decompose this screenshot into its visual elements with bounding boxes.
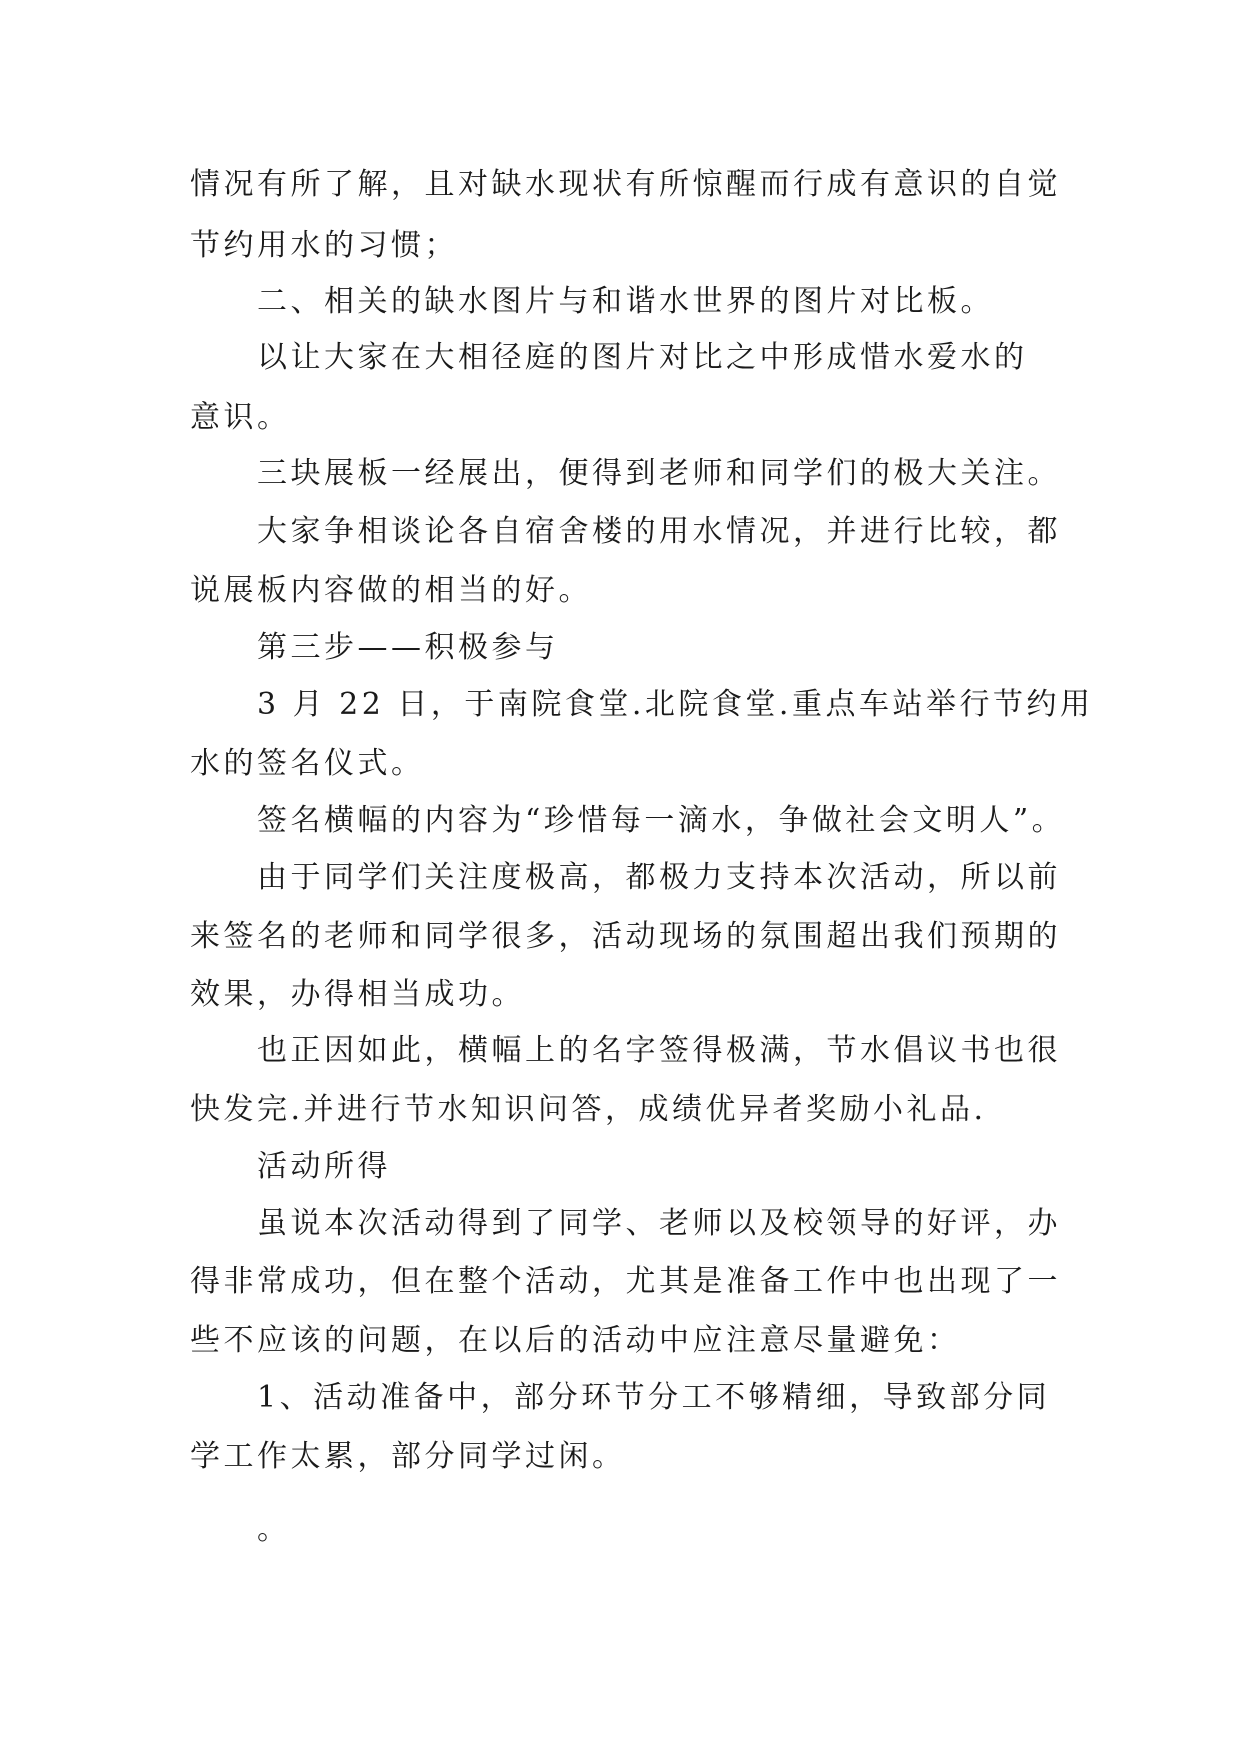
text-line: 三块展板一经展出，便得到老师和同学们的极大关注。 bbox=[257, 456, 1061, 491]
text-line: 以让大家在大相径庭的图片对比之中形成惜水爱水的 bbox=[257, 340, 1028, 375]
text-line: 由于同学们关注度极高，都极力支持本次活动，所以前 bbox=[257, 860, 1061, 895]
text-line: 得非常成功，但在整个活动，尤其是准备工作中也出现了一 bbox=[190, 1264, 1061, 1299]
text-line: 活动所得 bbox=[257, 1149, 391, 1184]
text-line: 虽说本次活动得到了同学、老师以及校领导的好评，办 bbox=[257, 1206, 1061, 1241]
text-line: 大家争相谈论各自宿舍楼的用水情况，并进行比较，都 bbox=[257, 514, 1061, 549]
text-line: 二、相关的缺水图片与和谐水世界的图片对比板。 bbox=[257, 284, 994, 319]
text-line: 节约用水的习惯； bbox=[190, 228, 458, 263]
text-line: 水的签名仪式。 bbox=[190, 746, 425, 781]
text-line: 说展板内容做的相当的好。 bbox=[190, 573, 592, 608]
text-line: 情况有所了解，且对缺水现状有所惊醒而行成有意识的自觉 bbox=[190, 167, 1061, 202]
text-line: 来签名的老师和同学很多，活动现场的氛围超出我们预期的 bbox=[190, 919, 1061, 954]
text-line: 快发完.并进行节水知识问答，成绩优异者奖励小礼品. bbox=[190, 1092, 987, 1127]
text-line: 签名横幅的内容为“珍惜每一滴水，争做社会文明人”。 bbox=[257, 803, 1066, 838]
text-line: 也正因如此，横幅上的名字签得极满，节水倡议书也很 bbox=[257, 1033, 1061, 1068]
text-line: 3 月 22 日，于南院食堂.北院食堂.重点车站举行节约用 bbox=[257, 687, 1094, 722]
text-line: 些不应该的问题，在以后的活动中应注意尽量避免： bbox=[190, 1323, 961, 1358]
text-line: 意识。 bbox=[190, 400, 291, 435]
text-line: 学工作太累，部分同学过闲。 bbox=[190, 1439, 626, 1474]
text-line: 效果，办得相当成功。 bbox=[190, 977, 525, 1012]
text-line: 第三步——积极参与 bbox=[257, 630, 559, 665]
text-line: 。 bbox=[257, 1512, 291, 1547]
text-line: 1、活动准备中，部分环节分工不够精细，导致部分同 bbox=[257, 1380, 1051, 1415]
